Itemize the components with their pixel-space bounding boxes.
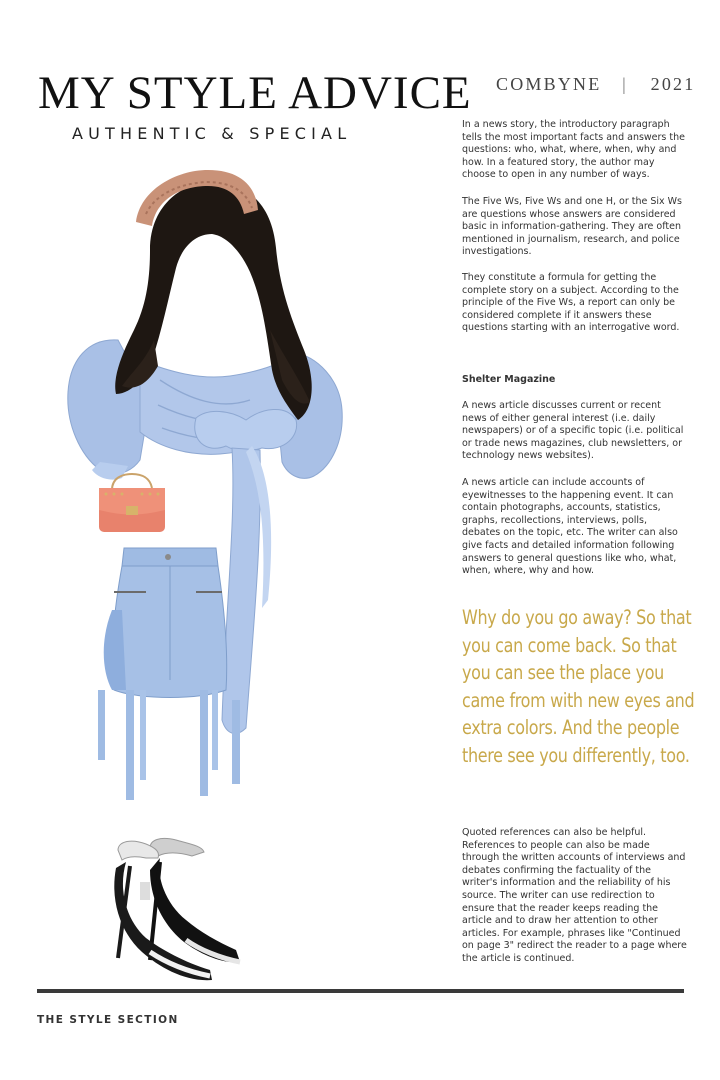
pull-quote: Why do you go away? So that you can come back. So that you can see the place you came from with new eyes and extra colors. And the people there see you differently, too. [462, 606, 695, 767]
brand-year: 2021 [650, 74, 696, 94]
footer-rule [37, 989, 684, 993]
page-subtitle: AUTHENTIC & SPECIAL [72, 124, 352, 143]
article-paragraph: In a news story, the introductory paragraph tells the most important facts and answers the questions: who, what, where, when, why and how. In a featured story, the author may choose to open in any number of ways. [462, 119, 685, 181]
article-paragraph: A news article discusses current or recent news of either general interest (i.e. daily newspapers) or of a specific topic (i.e. political or trade news magazines, club newsletters, or technology news websites). [462, 400, 684, 462]
article-paragraph: The Five Ws, Five Ws and one H, or the Six Ws are questions whose answers are considered basic in information-gathering. They are often mentioned in journalism, research, and police investigations. [462, 196, 683, 258]
article-paragraph: Quoted references can also be helpful. References to people can also be made through the written accounts of interviews and debates confirming the factuality of the writer's information and the reliability of his source. The writer can use redirection to ensure that the reader keeps reading the article and to draw her attention to other articles. For example, phrases like "Continued on page 3" redirect the reader to a page where the article is continued. [462, 827, 687, 964]
skirt-icon [98, 548, 240, 800]
magazine-heading: Shelter Magazine [462, 374, 556, 385]
brand-separator: | [622, 74, 628, 94]
footer-section-label: THE STYLE SECTION [37, 1014, 179, 1026]
article-paragraph: They constitute a formula for getting the complete story on a subject. According to the principle of the Five Ws, a report can only be considered complete if it answers these questions starting with an interrogative word. [462, 272, 680, 334]
article-paragraph: A news article can include accounts of eyewitnesses to the happening event. It can contain photographs, accounts, statistics, graphs, recollections, interviews, polls, debates on the topic, etc. The writer can also give facts and detailed information following answers to general questions like who, what, when, where, why and how. [462, 477, 678, 577]
brand-line [496, 74, 695, 95]
sandals-icon [114, 838, 240, 980]
bag-icon [99, 474, 165, 532]
brand-name: COMBYNE [496, 74, 602, 94]
page-title: MY STYLE ADVICE [38, 67, 472, 119]
